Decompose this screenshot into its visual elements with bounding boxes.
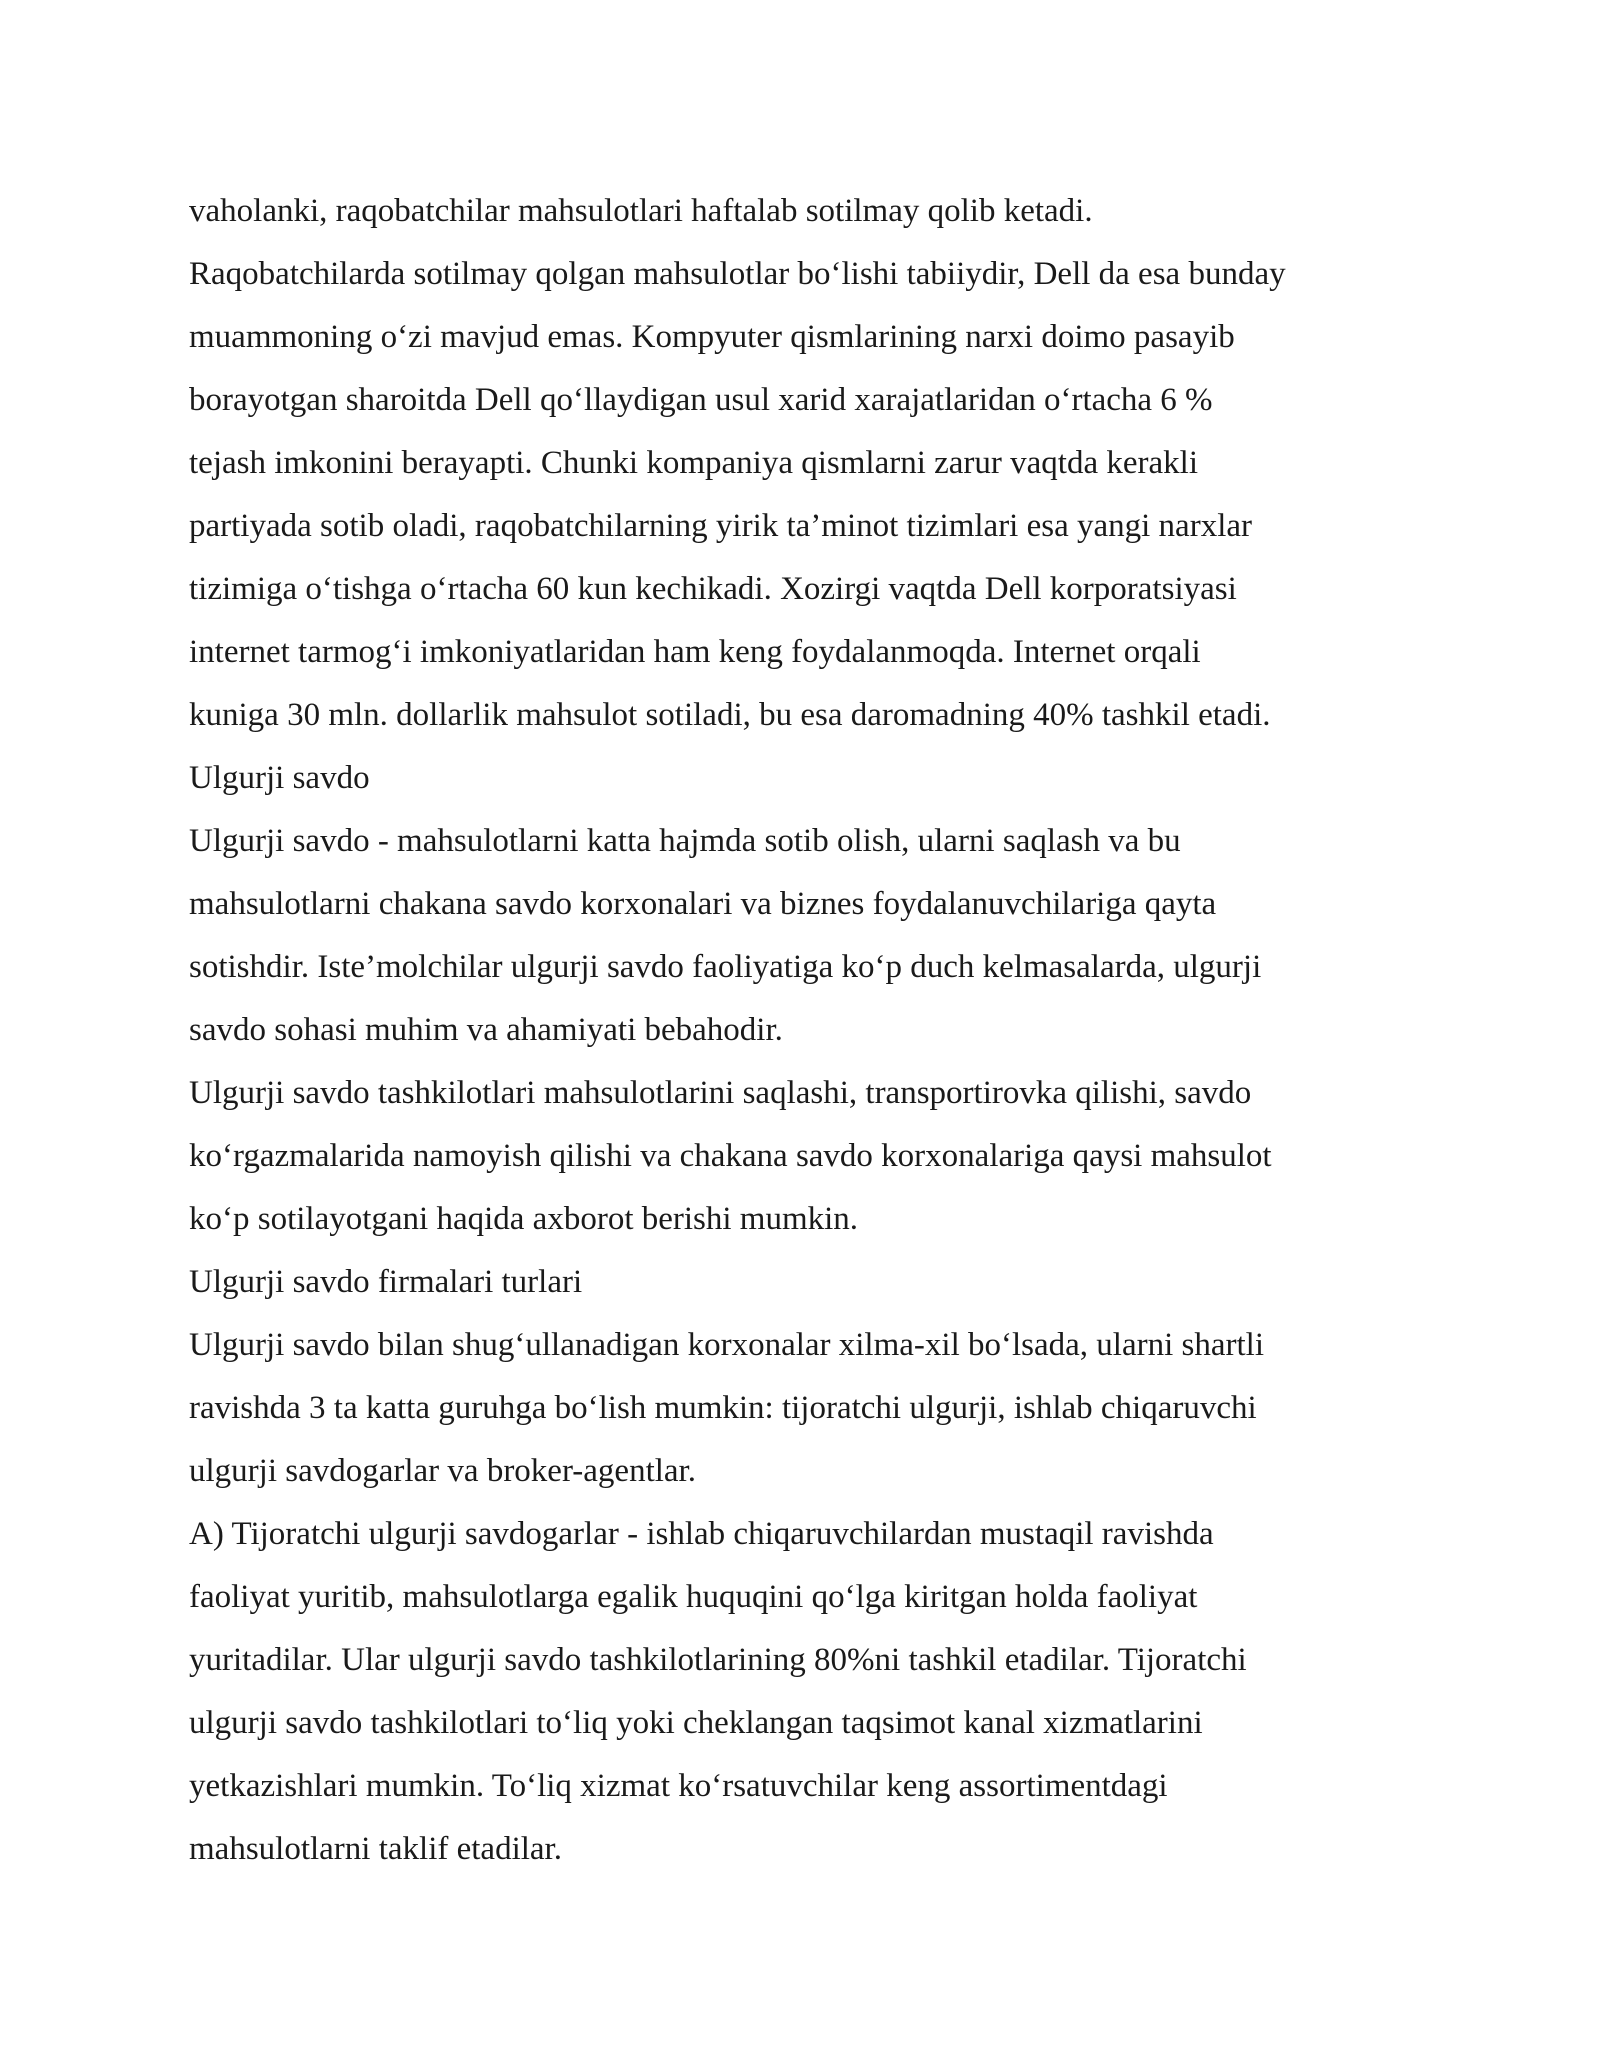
- text-line: Ulgurji savdo tashkilotlari mahsulotlarini saqlashi, transportirovka qilishi, savdo: [189, 1075, 1252, 1111]
- text-line: sotishdir. Iste’molchilar ulgurji savdo faoliyatiga ko‘p duch kelmasalarda, ulgurji: [189, 949, 1262, 985]
- text-line: savdo sohasi muhim va ahamiyati bebahodir.: [189, 1012, 783, 1048]
- text-line: tizimiga o‘tishga o‘rtacha 60 kun kechikadi. Xozirgi vaqtda Dell korporatsiyasi: [189, 571, 1237, 607]
- text-line: tejash imkonini berayapti. Chunki kompaniya qismlarni zarur vaqtda kerakli: [189, 445, 1198, 481]
- document-body: [189, 180, 1429, 1881]
- text-line: faoliyat yuritib, mahsulotlarga egalik huquqini qo‘lga kiritgan holda faoliyat: [189, 1579, 1198, 1615]
- text-line: yuritadilar. Ular ulgurji savdo tashkilotlarining 80%ni tashkil etadilar. Tijoratchi: [189, 1642, 1247, 1678]
- text-line: muammoning o‘zi mavjud emas. Kompyuter qismlarining narxi doimo pasayib: [189, 319, 1235, 355]
- text-line: internet tarmog‘i imkoniyatlaridan ham keng foydalanmoqda. Internet orqali: [189, 634, 1201, 670]
- text-line: Ulgurji savdo - mahsulotlarni katta hajmda sotib olish, ularni saqlash va bu: [189, 823, 1181, 859]
- text-line: ko‘p sotilayotgani haqida axborot berishi mumkin.: [189, 1201, 859, 1237]
- text-line: mahsulotlarni chakana savdo korxonalari va biznes foydalanuvchilariga qayta: [189, 886, 1217, 922]
- text-line: ravishda 3 ta katta guruhga bo‘lish mumkin: tijoratchi ulgurji, ishlab chiqaruvchi: [189, 1390, 1257, 1426]
- section-heading: Ulgurji savdo: [189, 760, 370, 796]
- text-line: yetkazishlari mumkin. To‘liq xizmat ko‘rsatuvchilar keng assortimentdagi: [189, 1768, 1168, 1804]
- text-line: partiyada sotib oladi, raqobatchilarning yirik ta’minot tizimlari esa yangi narxlar: [189, 508, 1252, 544]
- text-line: ulgurji savdogarlar va broker-agentlar.: [189, 1453, 696, 1489]
- text-line: Ulgurji savdo bilan shug‘ullanadigan korxonalar xilma-xil bo‘lsada, ularni shartli: [189, 1327, 1264, 1363]
- text-line: ko‘rgazmalarida namoyish qilishi va chakana savdo korxonalariga qaysi mahsulot: [189, 1138, 1272, 1174]
- text-line: borayotgan sharoitda Dell qo‘llaydigan usul xarid xarajatlaridan o‘rtacha 6 %: [189, 382, 1213, 418]
- text-line: ulgurji savdo tashkilotlari to‘liq yoki cheklangan taqsimot kanal xizmatlarini: [189, 1705, 1203, 1741]
- text-line: kuniga 30 mln. dollarlik mahsulot sotiladi, bu esa daromadning 40% tashkil etadi.: [189, 697, 1271, 733]
- section-heading: Ulgurji savdo firmalari turlari: [189, 1264, 583, 1300]
- text-line: A) Tijoratchi ulgurji savdogarlar - ishlab chiqaruvchilardan mustaqil ravishda: [189, 1516, 1214, 1552]
- text-line: vaholanki, raqobatchilar mahsulotlari haftalab sotilmay qolib ketadi.: [189, 193, 1093, 229]
- text-line: Raqobatchilarda sotilmay qolgan mahsulotlar bo‘lishi tabiiydir, Dell da esa bunday: [189, 256, 1286, 292]
- text-line: mahsulotlarni taklif etadilar.: [189, 1831, 562, 1867]
